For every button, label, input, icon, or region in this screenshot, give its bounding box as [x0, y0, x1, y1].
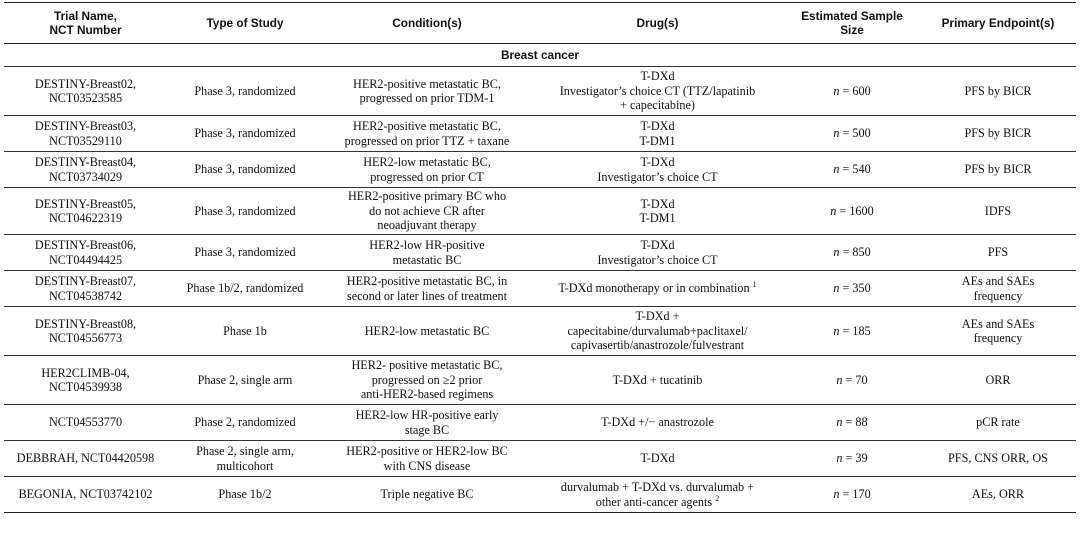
sample-size-cell: [784, 405, 920, 441]
drug-cell-line: durvalumab + T-DXd vs. durvalumab +: [560, 480, 755, 494]
condition-cell-line: Triple negative BC: [380, 487, 474, 502]
trial-cell-line: NCT03734029: [48, 169, 123, 184]
drug-cell: [531, 405, 784, 441]
trial-cell-line: DESTINY-Breast06,: [34, 238, 137, 252]
trial-cell-line: NCT03529110: [49, 133, 122, 148]
drug-cell: [531, 356, 784, 405]
trial-cell-line: NCT04622319: [48, 211, 123, 225]
sample-size-value: = 185: [842, 323, 871, 338]
table-row: [4, 271, 1076, 307]
endpoint-cell-line: PFS by BICR: [964, 83, 1032, 98]
condition-cell-line: HER2-low HR-positive: [369, 238, 485, 252]
drug-cell-line: + capecitabine): [620, 98, 695, 113]
table-row: [4, 441, 1076, 477]
type-cell: [167, 271, 323, 307]
table-row: [4, 356, 1076, 405]
type-cell: [167, 441, 323, 477]
n-symbol: n: [836, 415, 843, 430]
endpoint-cell: [920, 116, 1076, 152]
drug-cell-line: T-DXd: [640, 196, 675, 211]
condition-cell: [323, 356, 531, 405]
header-sample-line1: Estimated Sample: [801, 9, 903, 23]
type-cell-line: Phase 2, randomized: [194, 415, 296, 430]
table-row: [4, 152, 1076, 188]
drug-cell-line: T-DXd: [640, 119, 675, 133]
condition-cell-line: HER2-positive metastatic BC,: [353, 76, 501, 91]
trial-cell-line: NCT04553770: [48, 415, 123, 430]
trial-cell: [4, 356, 167, 405]
endpoint-cell-line: frequency: [973, 331, 1023, 345]
sample-size-cell: [784, 116, 920, 152]
sample-size-cell: [784, 235, 920, 271]
sample-size-value: = 500: [842, 126, 871, 141]
drug-cell-line: capecitabine/durvalumab+paclitaxel/: [567, 323, 748, 338]
condition-cell: [323, 188, 531, 235]
type-cell: [167, 235, 323, 271]
type-cell-line: Phase 3, randomized: [194, 245, 296, 260]
type-cell-line: Phase 3, randomized: [194, 162, 296, 177]
condition-cell: [323, 116, 531, 152]
endpoint-cell: [920, 152, 1076, 188]
sample-size-cell: [784, 441, 920, 477]
header-endpoint: Primary Endpoint(s): [920, 3, 1076, 44]
condition-cell-line: HER2-low metastatic BC,: [363, 155, 491, 169]
trial-cell-line: NCT04494425: [48, 252, 123, 267]
sample-size-value: = 540: [842, 162, 871, 177]
table-row: [4, 477, 1076, 513]
drug-cell-line: other anti-cancer agents: [595, 494, 713, 509]
trial-cell: [4, 405, 167, 441]
condition-cell-line: progressed on ≥2 prior: [371, 372, 483, 387]
drug-cell-line: T-DXd: [640, 69, 675, 84]
sample-size-value: = 350: [842, 281, 871, 296]
trial-cell-line: DEBBRAH, NCT04420598: [16, 451, 155, 466]
sample-size-cell: [784, 477, 920, 513]
endpoint-cell: [920, 307, 1076, 356]
endpoint-cell-line: AEs and SAEs: [961, 274, 1035, 288]
drug-cell-line: T-DM1: [639, 211, 676, 225]
sample-size-cell: [784, 271, 920, 307]
endpoint-cell: [920, 235, 1076, 271]
trial-cell: [4, 116, 167, 152]
type-cell-line: Phase 3, randomized: [194, 203, 296, 218]
sample-size-cell: [784, 188, 920, 235]
type-cell-line: Phase 1b: [223, 323, 267, 338]
drug-cell-line: capivasertib/anastrozole/fulvestrant: [570, 338, 745, 353]
header-sample: [784, 3, 920, 44]
n-symbol: n: [830, 203, 837, 218]
trial-cell: [4, 67, 167, 116]
endpoint-cell: [920, 188, 1076, 235]
trial-cell-line: DESTINY-Breast02,: [34, 76, 137, 91]
condition-cell-line: second or later lines of treatment: [346, 288, 508, 303]
trial-cell-line: NCT03523585: [48, 91, 123, 105]
endpoint-cell-line: PFS by BICR: [964, 162, 1032, 177]
drug-cell: [531, 441, 784, 477]
header-drug: Drug(s): [531, 3, 784, 44]
endpoint-cell-line: IDFS: [984, 203, 1012, 218]
trial-cell: [4, 271, 167, 307]
type-cell: [167, 116, 323, 152]
type-cell-line: Phase 3, randomized: [194, 83, 296, 98]
drug-cell: [531, 477, 784, 513]
sample-size-value: = 850: [842, 245, 871, 260]
n-symbol: n: [836, 372, 843, 387]
n-symbol: n: [833, 487, 840, 502]
table-row: [4, 235, 1076, 271]
type-cell-line: Phase 2, single arm,: [196, 444, 294, 458]
condition-cell-line: stage BC: [404, 422, 450, 437]
condition-cell-line: HER2- positive metastatic BC,: [351, 358, 503, 373]
endpoint-cell: [920, 477, 1076, 513]
condition-cell-line: anti-HER2-based regimens: [360, 387, 494, 402]
condition-cell-line: HER2-low metastatic BC: [364, 323, 490, 338]
trial-cell-line: NCT04556773: [48, 331, 123, 345]
drug-cell: [531, 116, 784, 152]
drug-cell: [531, 152, 784, 188]
trial-cell-line: DESTINY-Breast05,: [34, 196, 137, 211]
sample-size-value: = 170: [842, 487, 871, 502]
drug-cell-line: T-DXd: [640, 155, 675, 169]
endpoint-cell-line: AEs and SAEs: [961, 316, 1035, 331]
condition-cell-line: HER2-positive primary BC who: [347, 189, 507, 204]
endpoint-cell: [920, 405, 1076, 441]
drug-cell-line: Investigator’s choice CT (TTZ/lapatinib: [559, 83, 756, 98]
drug-cell-line: T-DXd: [640, 238, 675, 252]
drug-cell: [531, 188, 784, 235]
condition-cell-line: HER2-positive metastatic BC, in: [346, 274, 508, 288]
section-row: [4, 44, 1076, 67]
header-trial: [4, 3, 167, 44]
trial-cell-line: BEGONIA, NCT03742102: [18, 487, 153, 502]
condition-cell: [323, 235, 531, 271]
trial-cell: [4, 188, 167, 235]
trial-cell-line: DESTINY-Breast08,: [34, 316, 137, 331]
type-cell: [167, 152, 323, 188]
n-symbol: n: [836, 451, 843, 466]
table-row: [4, 307, 1076, 356]
n-symbol: n: [833, 245, 840, 260]
drug-cell-line: Investigator’s choice CT: [597, 169, 718, 184]
type-cell: [167, 67, 323, 116]
n-symbol: n: [833, 162, 840, 177]
condition-cell: [323, 441, 531, 477]
n-symbol: n: [833, 281, 840, 296]
endpoint-cell: [920, 67, 1076, 116]
sample-size-value: = 39: [845, 451, 868, 466]
endpoint-cell-line: frequency: [973, 288, 1023, 303]
header-trial-line1: Trial Name,: [54, 9, 117, 23]
condition-cell-line: HER2-low HR-positive early: [355, 408, 499, 422]
condition-cell-line: HER2-positive metastatic BC,: [353, 119, 501, 133]
condition-cell-line: HER2-positive or HER2-low BC: [346, 444, 508, 458]
condition-cell-line: neoadjuvant therapy: [377, 218, 477, 233]
trial-cell: [4, 152, 167, 188]
sample-size-cell: [784, 152, 920, 188]
endpoint-cell-line: PFS, CNS ORR, OS: [948, 451, 1048, 466]
type-cell-line: Phase 1b/2: [218, 487, 272, 502]
sample-size-value: = 88: [845, 415, 868, 430]
type-cell-line: Phase 1b/2, randomized: [186, 281, 304, 296]
sample-size-cell: [784, 67, 920, 116]
footnote-marker: 1: [752, 280, 757, 290]
trial-cell-line: DESTINY-Breast03,: [34, 119, 137, 133]
header-trial-line2: NCT Number: [49, 23, 122, 37]
drug-cell: [531, 67, 784, 116]
condition-cell-line: metastatic BC: [392, 252, 462, 267]
type-cell-line: Phase 2, single arm: [197, 372, 293, 387]
clinical-trials-table: [4, 2, 1076, 513]
sample-size-cell: [784, 307, 920, 356]
endpoint-cell: [920, 441, 1076, 477]
type-cell-line: Phase 3, randomized: [194, 126, 296, 141]
condition-cell-line: do not achieve CR after: [369, 203, 485, 218]
drug-cell-line: T-DXd +: [635, 309, 680, 324]
n-symbol: n: [833, 323, 840, 338]
drug-cell-line: Investigator’s choice CT: [597, 252, 718, 267]
sample-size-value: = 70: [845, 372, 868, 387]
endpoint-cell-line: pCR rate: [976, 415, 1020, 430]
drug-cell-line: T-DXd + tucatinib: [612, 372, 703, 387]
header-row: [4, 3, 1076, 44]
endpoint-cell-line: AEs, ORR: [971, 487, 1025, 502]
condition-cell: [323, 477, 531, 513]
header-type: Type of Study: [167, 3, 323, 44]
table-row: [4, 67, 1076, 116]
n-symbol: n: [833, 83, 840, 98]
type-cell: [167, 405, 323, 441]
type-cell: [167, 477, 323, 513]
condition-cell-line: with CNS disease: [383, 458, 471, 473]
condition-cell: [323, 67, 531, 116]
type-cell: [167, 188, 323, 235]
table-row: [4, 188, 1076, 235]
sample-size-value: = 1600: [839, 203, 874, 218]
n-symbol: n: [833, 126, 840, 141]
header-condition: Condition(s): [323, 3, 531, 44]
type-cell: [167, 307, 323, 356]
trial-cell-line: NCT04539938: [48, 380, 123, 394]
condition-cell-line: progressed on prior TDM-1: [359, 91, 495, 105]
endpoint-cell-line: PFS by BICR: [964, 126, 1032, 141]
drug-cell-line: T-DXd: [640, 451, 675, 466]
trial-cell: [4, 307, 167, 356]
drug-cell: [531, 271, 784, 307]
footnote-marker: 2: [715, 493, 720, 503]
table-row: [4, 116, 1076, 152]
endpoint-cell: [920, 356, 1076, 405]
condition-cell: [323, 405, 531, 441]
drug-cell-line: T-DM1: [639, 133, 676, 148]
drug-cell: [531, 307, 784, 356]
trial-cell: [4, 235, 167, 271]
condition-cell-line: progressed on prior CT: [370, 169, 484, 184]
trial-cell-line: DESTINY-Breast07,: [34, 274, 137, 288]
trial-cell: [4, 441, 167, 477]
type-cell: [167, 356, 323, 405]
table-row: [4, 405, 1076, 441]
trial-cell: [4, 477, 167, 513]
condition-cell: [323, 271, 531, 307]
condition-cell: [323, 307, 531, 356]
sample-size-cell: [784, 356, 920, 405]
header-sample-line2: Size: [840, 23, 864, 37]
section-title: Breast cancer: [4, 44, 1076, 67]
trial-cell-line: DESTINY-Breast04,: [34, 155, 137, 169]
drug-cell-line: T-DXd +/− anastrozole: [601, 415, 714, 430]
condition-cell-line: progressed on prior TTZ + taxane: [344, 133, 510, 148]
sample-size-value: = 600: [842, 83, 871, 98]
drug-cell-line: T-DXd monotherapy or in combination: [558, 281, 750, 296]
trial-cell-line: HER2CLIMB-04,: [41, 365, 130, 380]
endpoint-cell-line: ORR: [985, 372, 1011, 387]
condition-cell: [323, 152, 531, 188]
type-cell-line: multicohort: [216, 458, 274, 473]
drug-cell: [531, 235, 784, 271]
endpoint-cell: [920, 271, 1076, 307]
endpoint-cell-line: PFS: [987, 245, 1009, 260]
trial-cell-line: NCT04538742: [48, 288, 123, 303]
